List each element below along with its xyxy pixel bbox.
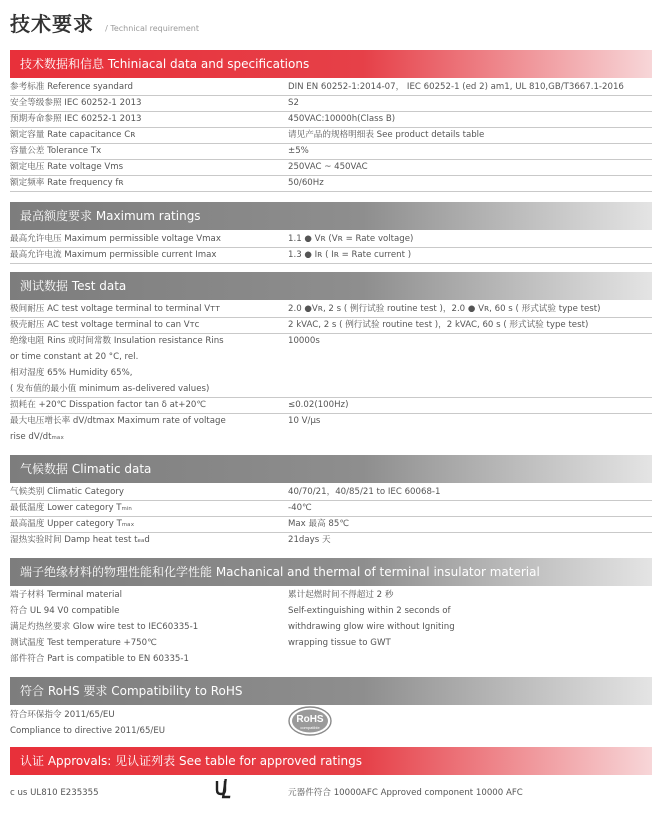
spec-label: 气候类别 Climatic Category [10,487,124,497]
spec-row [10,248,652,264]
terminal-text: withdrawing glow wire without Igniting [288,622,455,632]
spec-row [10,318,652,334]
section-title-tech: 技术数据和信息 Tchiniacal data and specifications [10,50,652,78]
approval-code: c us UL810 E235355 [10,788,99,798]
spec-row [10,302,652,318]
spec-row [10,366,652,382]
spec-row [10,350,652,366]
spec-label: 极间耐压 AC test voltage terminal to terminal Vᴛᴛ [10,304,221,314]
spec-value: 50/60Hz [288,178,324,188]
spec-row [10,144,652,160]
spec-row [10,176,652,192]
spec-row [10,533,652,549]
spec-label: 最低温度 Lower category Tₘᵢₙ [10,503,132,513]
section-title-maximum: 最高额度要求 Maximum ratings [10,202,652,230]
spec-label: 相对湿度 65% Humidity 65%, [10,368,133,378]
spec-label: 极壳耐压 AC test voltage terminal to can Vᴛᴄ [10,320,200,330]
rohs-logo-text: RoHS [296,714,324,725]
spec-row [10,232,652,248]
spec-row [10,517,652,533]
spec-value: 40/70/21，40/85/21 to IEC 60068-1 [288,487,441,497]
spec-row [10,160,652,176]
page-header [10,8,655,36]
spec-label: ( 发布值的最小值 minimum as-delivered values) [10,384,210,394]
ul-recognized-icon [214,777,236,799]
spec-value: 10 V/μs [288,416,321,426]
terminal-text: 端子材料 Terminal material [10,590,123,600]
spec-label: 最高温度 Upper category Tₘₐₓ [10,519,135,529]
spec-label: or time constant at 20 °C, rel. [10,352,139,362]
page-title: 技术要求 [10,12,94,36]
spec-value: S2 [288,98,299,108]
spec-row [10,80,652,96]
terminal-text: wrapping tissue to GWT [288,638,391,648]
spec-row [10,334,652,350]
spec-row [10,501,652,517]
spec-row [10,382,652,398]
spec-label: 最大电压增长率 dV/dtmax Maximum rate of voltage [10,416,226,426]
spec-row [10,128,652,144]
rohs-text: 符合环保指令 2011/65/EU [10,710,115,720]
spec-value: 21days 天 [288,535,331,545]
spec-row [10,485,652,501]
page-subtitle: / Technical requirement [105,24,199,33]
spec-row [10,414,652,430]
spec-row [10,398,652,414]
spec-label: 绝缘电阻 Rins 或时间常数 Insulation resistance Rins [10,336,224,346]
terminal-text: 满足灼热丝要求 Glow wire test to IEC60335-1 [10,622,199,632]
spec-label: 额定容量 Rate capacitance Cʀ [10,130,136,140]
terminal-text: Self-extinguishing within 2 seconds of [288,606,451,616]
terminal-text: 累计起燃时间不得超过 2 秒 [288,590,394,600]
spec-row [10,96,652,112]
spec-value: 450VAC:10000h(Class B) [288,114,396,124]
section-title-climatic: 气候数据 Climatic data [10,455,652,483]
spec-label: 参考标准 Reference syandard [10,82,133,92]
spec-value: 2.0 ●Vʀ, 2 s ( 例行试验 routine test )，2.0 ● Vʀ, 60 s ( 形式试验 type test) [288,304,601,314]
spec-value: DIN EN 60252-1:2014-07， IEC 60252-1 (ed 2) am1, UL 810,GB/T3667.1-2016 [288,82,624,92]
spec-label: 损耗在 +20℃ Disspation factor tan δ at+20℃ [10,400,207,410]
approval-component: 元器件符合 10000AFC Approved component 10000 AFC [288,788,523,798]
spec-value: 250VAC ~ 450VAC [288,162,368,172]
spec-value: Max 最高 85℃ [288,519,350,529]
spec-label: 预期寿命参照 IEC 60252-1 2013 [10,114,142,124]
section-title-approvals: 认证 Approvals: 见认证列表 See table for approved ratings [10,747,652,775]
spec-label: 最高允许电流 Maximum permissible current Imax [10,250,217,260]
spec-label: rise dV/dtₘₐₓ [10,432,65,442]
spec-value: -40℃ [288,503,312,513]
terminal-text: 部件符合 Part is compatible to EN 60335-1 [10,654,189,664]
section-title-terminal: 端子绝缘材料的物理性能和化学性能 Machanical and thermal of terminal insulator material [10,558,652,586]
spec-value: 请见产品的规格明细表 See product details table [288,130,485,140]
spec-label: 容量公差 Tolerance Tx [10,146,102,156]
spec-value: ±5% [288,146,309,156]
section-title-rohs: 符合 RoHS 要求 Compatibility to RoHS [10,677,652,705]
spec-label: 额定电压 Rate voltage Vms [10,162,124,172]
spec-value: 1.3 ● Iʀ ( Iʀ = Rate current ) [288,250,412,260]
terminal-text: 符合 UL 94 V0 compatible [10,606,120,616]
spec-value: 10000s [288,336,320,346]
spec-value: 2 kVAC, 2 s ( 例行试验 routine test )，2 kVAC, 60 s ( 形式试验 type test) [288,320,589,330]
spec-value: 1.1 ● Vʀ (Vʀ = Rate voltage) [288,234,414,244]
spec-value: ≤0.02(100Hz) [288,400,349,410]
spec-label: 湿热实验时间 Damp heat test tₑₐd [10,535,150,545]
rohs-logo-icon [288,706,332,736]
spec-label: 最高允许电压 Maximum permissible voltage Vmax [10,234,221,244]
spec-label: 安全等级参照 IEC 60252-1 2013 [10,98,142,108]
rohs-text: Compliance to directive 2011/65/EU [10,726,166,736]
section-title-test: 测试数据 Test data [10,272,652,300]
terminal-text: 测试温度 Test temperature +750℃ [10,638,157,648]
spec-row [10,430,652,446]
spec-row [10,112,652,128]
rohs-logo-subtext: compatible [300,725,320,730]
spec-label: 额定频率 Rate frequency fʀ [10,178,124,188]
